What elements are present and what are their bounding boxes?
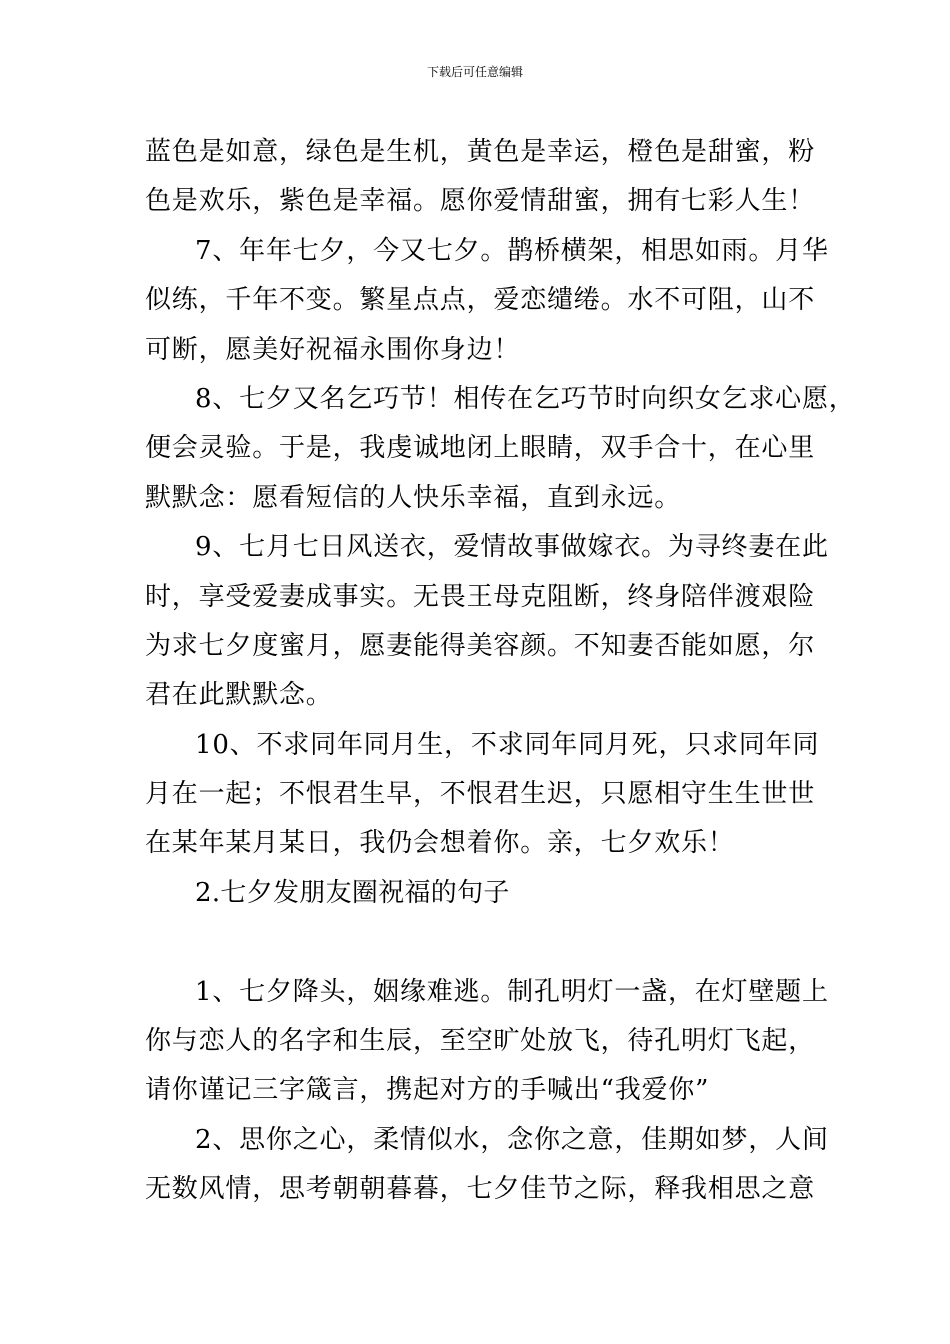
paragraph-line: 君在此默默念。 [145,680,333,711]
paragraph-line: 便会灵验。于是，我虔诚地闭上眼睛，双手合十，在心里 [145,433,816,464]
paragraph-line: 8、七夕又名乞巧节！相传在乞巧节时向织女乞求心愿， [195,383,856,414]
paragraph-line: 9、七月七日风送衣，爱情故事做嫁衣。为寻终妻在此 [195,532,829,563]
paragraph-line: 时，享受爱妻成事实。无畏王母克阻断，终身陪伴渡艰险 [145,581,816,612]
section-heading: 2.七夕发朋友圈祝福的句子 [195,877,510,908]
paragraph-line: 为求七夕度蜜月，愿妻能得美容颜。不知妻否能如愿，尔 [145,630,816,661]
paragraph-line: 2、思你之心，柔情似水，念你之意，佳期如梦，人间 [195,1124,829,1155]
paragraph-line: 在某年某月某日，我仍会想着你。亲，七夕欢乐！ [145,828,735,859]
page-header: 下载后可任意编辑 [426,65,523,79]
paragraph-line: 默默念：愿看短信的人快乐幸福，直到永远。 [145,482,682,513]
blank-line [145,918,807,967]
paragraph-line: 色是欢乐，紫色是幸福。愿你爱情甜蜜，拥有七彩人生！ [145,186,816,217]
paragraph-line: 无数风情，思考朝朝暮暮，七夕佳节之际，释我相思之意 [145,1174,816,1205]
paragraph-line: 可断，愿美好祝福永围你身边！ [145,334,521,365]
paragraph-line: 你与恋人的名字和生辰，至空旷处放飞，待孔明灯飞起， [145,1026,816,1057]
paragraph-line: 月在一起；不恨君生早，不恨君生迟，只愿相守生生世世 [145,779,816,810]
paragraph-line: 7、年年七夕，今又七夕。鹊桥横架，相思如雨。月华 [195,235,829,266]
paragraph-line: 10、不求同年同月生，不求同年同月死，只求同年同 [195,729,820,760]
paragraph-line: 似练，千年不变。繁星点点，爱恋缱绻。水不可阻，山不 [145,285,816,316]
document-body [145,128,856,1215]
paragraph-line: 请你谨记三字箴言，携起对方的手喊出“我爱你” [145,1075,710,1106]
paragraph-line: 蓝色是如意，绿色是生机，黄色是幸运，橙色是甜蜜，粉 [145,137,816,167]
paragraph-line: 1、七夕降头，姻缘难逃。制孔明灯一盏，在灯壁题上 [195,976,829,1007]
